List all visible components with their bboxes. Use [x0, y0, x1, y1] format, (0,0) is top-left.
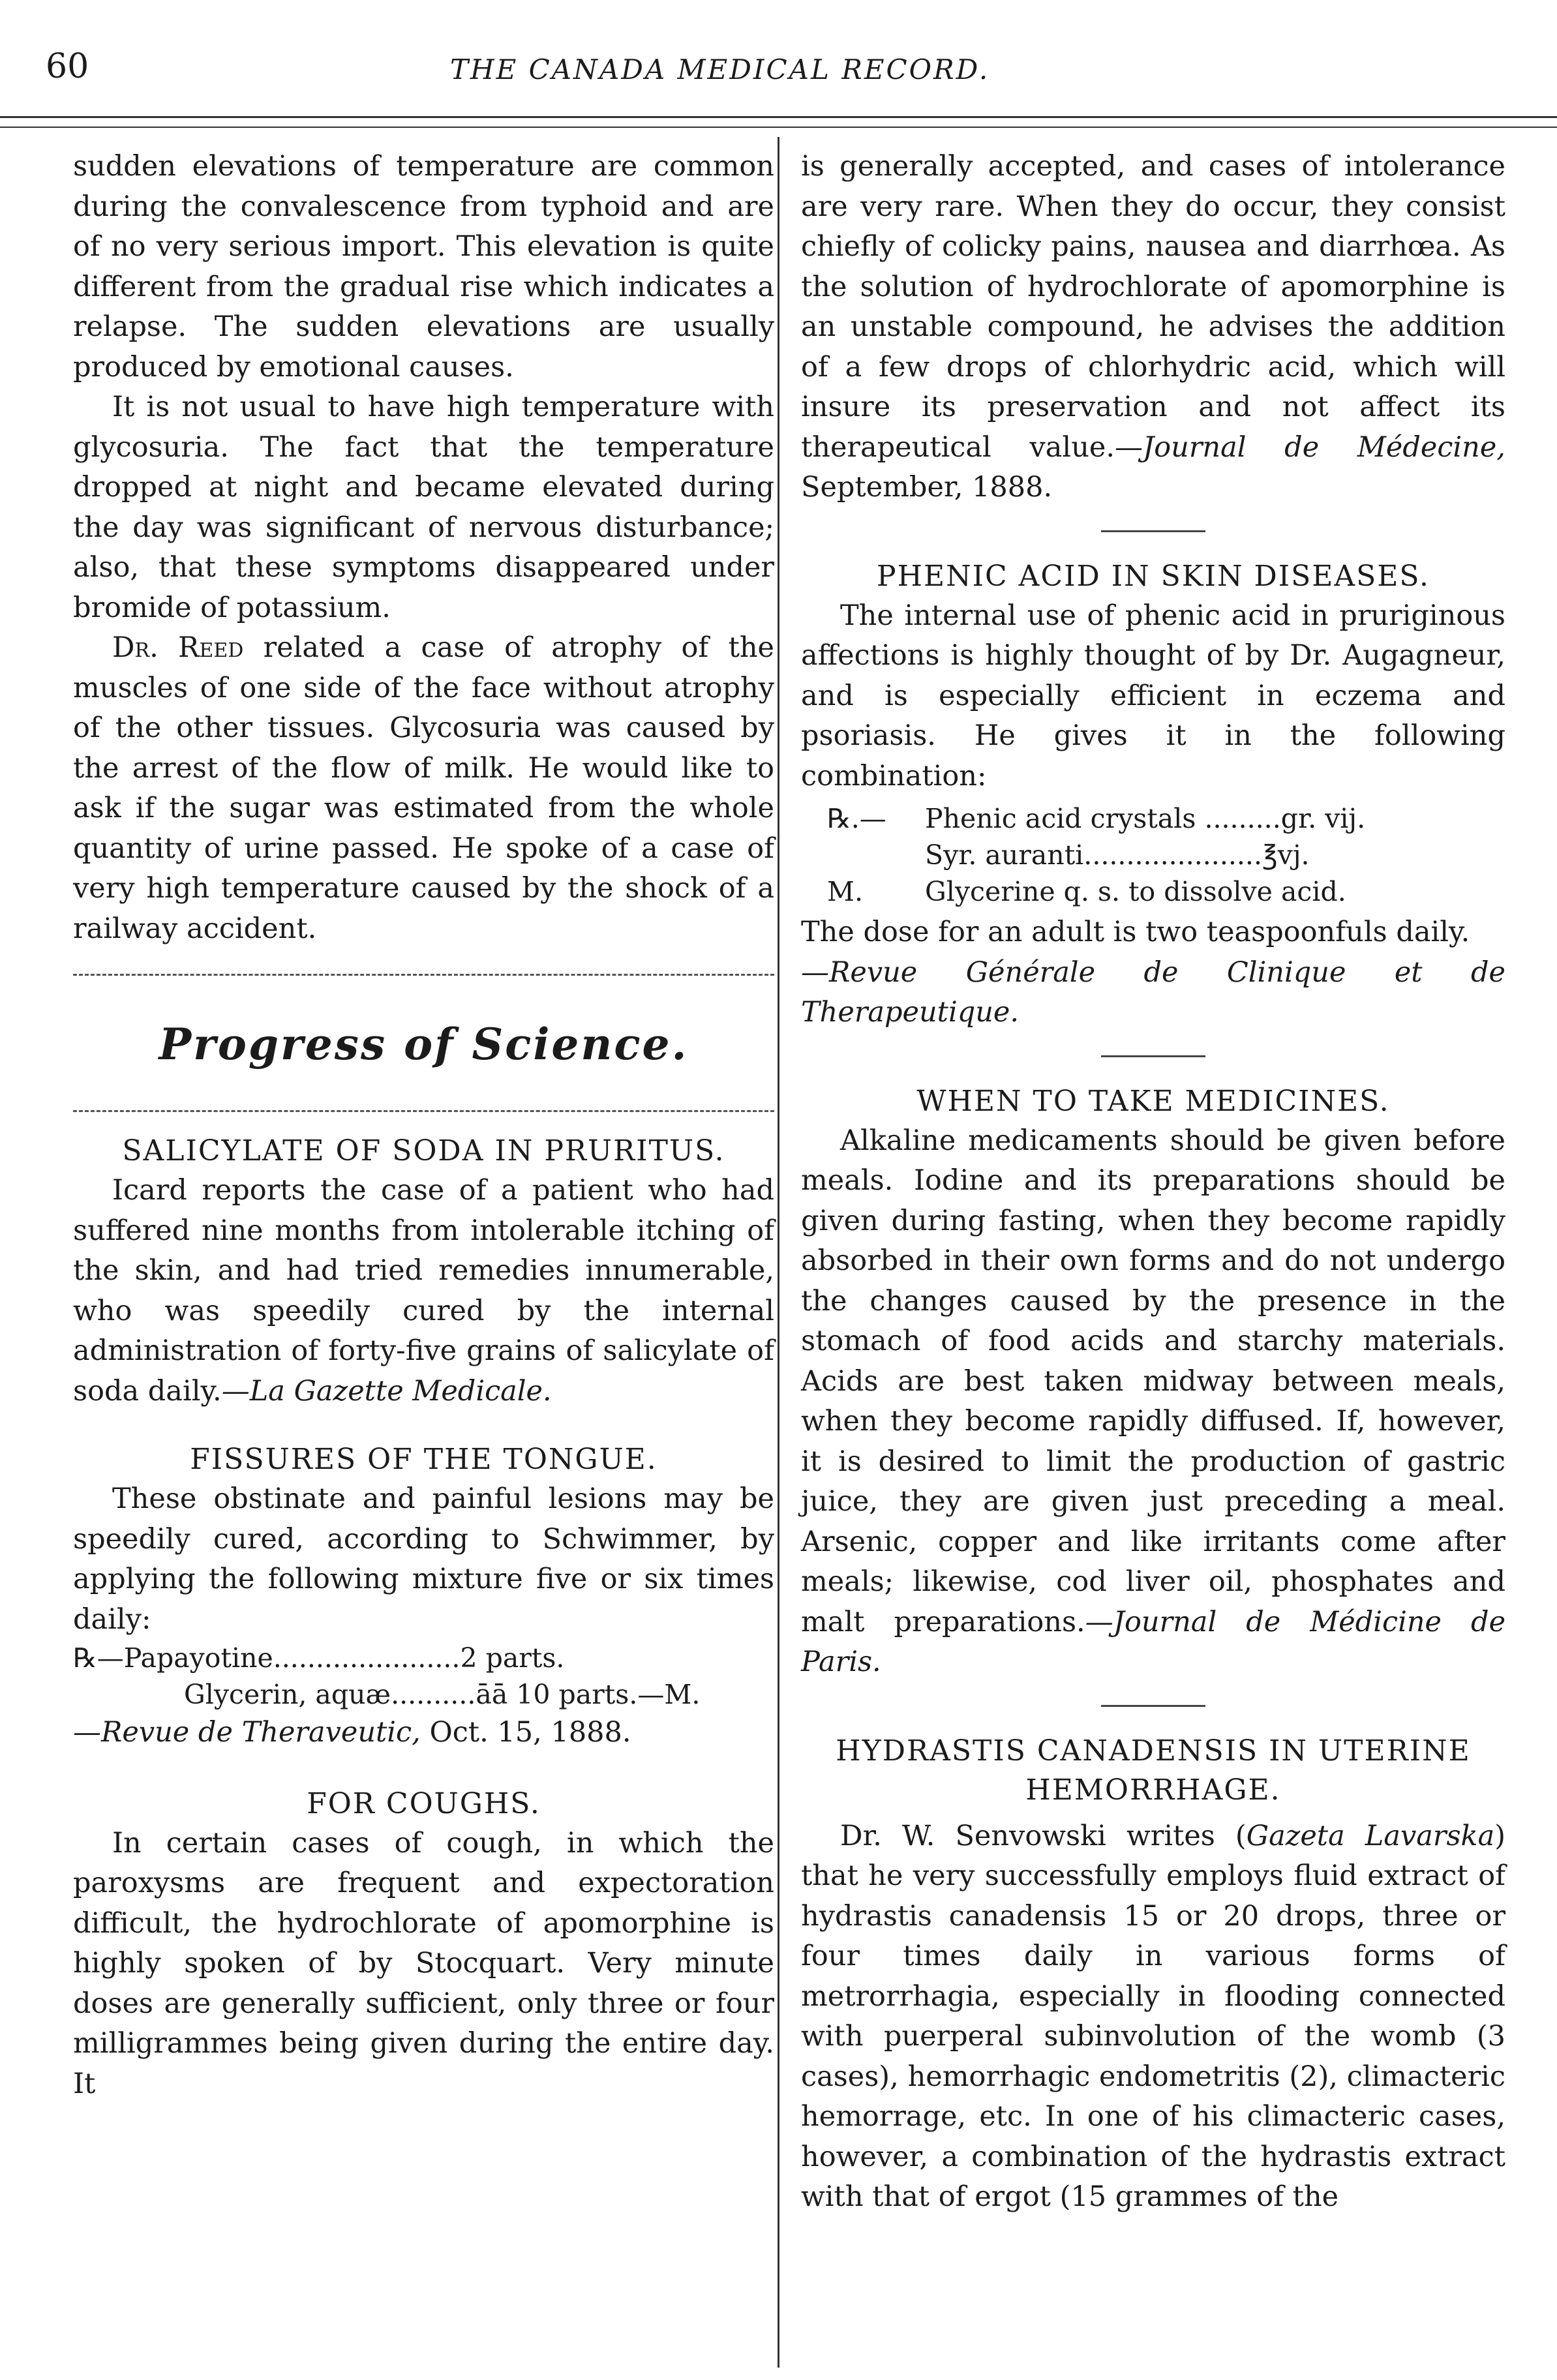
- prescription: [73, 1640, 774, 1713]
- prescription-text: Phenic acid crystals .........gr. vij.: [925, 803, 1366, 834]
- article-heading: WHEN TO TAKE MEDICINES.: [916, 1084, 1390, 1118]
- column-divider: [778, 137, 779, 2368]
- source-citation: —Revue Générale de Clinique et de Therapeutique.: [801, 956, 1505, 1029]
- prescription-text: Glycerine q. s. to dissolve acid.: [925, 876, 1346, 907]
- right-column: [801, 147, 1505, 2218]
- source-citation: Gazeta Lavarska: [1246, 1819, 1495, 1852]
- speaker-name: Dr. Reed: [112, 631, 244, 664]
- prescription-symbol: ℞.—: [827, 803, 886, 834]
- paragraph-text: It is not usual to have high temperature with glycosuria. The fact that the temperature dropped at night and became elevated during the day was significant of nervous disturbance; also, that these symptoms disappeared under bromide of potassium.: [73, 391, 774, 624]
- article-body: [801, 1121, 1505, 1683]
- article-text: Icard reports the case of a patient who had suffered nine months from intolerable itching of the skin, and had tried remedies innumerable, who was speedily cured by the internal administration of forty-five grains of salicylate of soda daily.: [73, 1174, 774, 1408]
- article-body: [73, 1824, 774, 2105]
- paragraph-text: is generally accepted, and cases of intolerance are very rare. When they do occur, they consist chiefly of colicky pains, nausea and diarrhœa. As the solution of hydrochlorate of apomorphine is an unstable compound, he advises the addition of a few drops of chlorhydric acid, which will insure its preservation and not affect its therapeutical value.: [801, 150, 1505, 464]
- prescription-symbol: M.: [827, 876, 864, 907]
- running-head: [0, 0, 1557, 124]
- article-text: Dr. W. Senvowski writes (: [840, 1819, 1247, 1852]
- prescription-line: ℞—Papayotine......................2 parts.: [73, 1642, 565, 1674]
- article-separator: [1101, 530, 1205, 532]
- article-text: In certain cases of cough, in which the paroxysms are frequent and expectoration difficult, the hydrochlorate of apomorphine is highly spoken of by Stocquart. Very minute doses are generally sufficient, only three or four milligrammes being given during the entire day. It: [73, 1826, 774, 2100]
- article-text: These obstinate and painful lesions may be speedily cured, according to Schwimmer, by applying the following mixture five or six times daily:: [73, 1483, 774, 1636]
- dose-line: [801, 912, 1505, 953]
- prescription-line: [827, 800, 1505, 837]
- header-rule-top: [0, 116, 1557, 118]
- section-rule: [73, 1110, 774, 1112]
- source-line: [73, 1713, 774, 1753]
- header-rule-bottom: [0, 127, 1557, 128]
- article-separator: [1101, 1055, 1205, 1057]
- prescription: [827, 800, 1505, 910]
- section-title: Progress of Science.: [159, 1019, 689, 1070]
- dose-text: The dose for an adult is two teaspoonfuls daily.: [801, 916, 1470, 948]
- prescription-line: [827, 873, 1505, 910]
- prescription-line: Glycerin, aquæ..........āā 10 parts.—M.: [184, 1679, 701, 1710]
- source-citation: —Journal de Médecine,: [1115, 430, 1505, 464]
- article-heading: PHENIC ACID IN SKIN DISEASES.: [877, 559, 1430, 593]
- paragraph-text: sudden elevations of temperature are common during the convalescence from typhoid and are of no very serious import. This elevation is quite different from the gradual rise which indicates a relapse. The sudden elevations are usually produced by emotional causes.: [73, 150, 774, 384]
- left-column: [73, 147, 774, 2104]
- source-line: [801, 953, 1505, 1033]
- article-body: [73, 1479, 774, 1640]
- paragraph: [73, 628, 774, 949]
- paragraph: [73, 387, 774, 628]
- prescription-symbol: [827, 837, 925, 873]
- source-citation: —Journal de Médicine de Paris.: [801, 1605, 1506, 1678]
- prescription-text: Syr. auranti.....................℥vj.: [925, 839, 1310, 871]
- prescription-line: [827, 837, 1505, 873]
- journal-title: THE CANADA MEDICAL RECORD.: [450, 53, 990, 85]
- article-body: [801, 1816, 1505, 2218]
- article-heading: HYDRASTIS CANADENSIS IN UTERINE HEMORRHAGE.: [836, 1734, 1471, 1807]
- section-rule: [73, 974, 774, 976]
- article-body: [73, 1171, 774, 1411]
- paragraph: [73, 147, 774, 387]
- source-citation: —Revue de Theraveutic,: [73, 1716, 421, 1749]
- page-number: 60: [46, 47, 89, 86]
- article-body: [801, 596, 1505, 797]
- paragraph-text: related a case of atrophy of the muscles of one side of the face without atrophy of the other tissues. Glycosuria was caused by the arrest of the flow of milk. He would like to ask if the sugar was estimated from the whole quantity of urine passed. He spoke of a case of very high temperature caused by the shock of a railway accident.: [73, 631, 774, 945]
- article-heading: SALICYLATE OF SODA IN PRURITUS.: [122, 1134, 725, 1167]
- paragraph: [801, 147, 1505, 508]
- source-citation: —La Gazette Medicale.: [221, 1374, 552, 1408]
- article-separator: [1101, 1705, 1205, 1707]
- article-heading: FISSURES OF THE TONGUE.: [190, 1443, 658, 1476]
- source-date: Oct. 15, 1888.: [420, 1716, 631, 1749]
- source-date: September, 1888.: [801, 471, 1053, 504]
- article-text: Alkaline medicaments should be given before meals. Iodine and its preparations should be given during fasting, when they become rapidly absorbed in their own forms and do not undergo the changes caused by the presence in the stomach of food acids and starchy materials. Acids are best taken midway between meals, when they become rapidly diffused. If, however, it is desired to limit the production of gastric juice, they are given just preceding a meal. Arsenic, copper and like irritants come after meals; likewise, cod liver oil, phosphates and malt preparations.: [801, 1124, 1505, 1638]
- article-text: The internal use of phenic acid in pruriginous affections is highly thought of by Dr. Augagneur, and is especially efficient in eczema and psoriasis. He gives it in the following combination:: [801, 599, 1505, 792]
- article-heading: FOR COUGHS.: [307, 1786, 541, 1820]
- article-text: ) that he very successfully employs fluid extract of hydrastis canadensis 15 or 20 drops, three or four times daily in various forms of metrorrhagia, especially in flooding connected with puerperal subinvolution of the womb (3 cases), hemorrhagic endometritis (2), climacteric hemorrage, etc. In one of his climacteric cases, however, a combination of the hydrastis extract with that of ergot (15 grammes of the: [801, 1819, 1505, 2213]
